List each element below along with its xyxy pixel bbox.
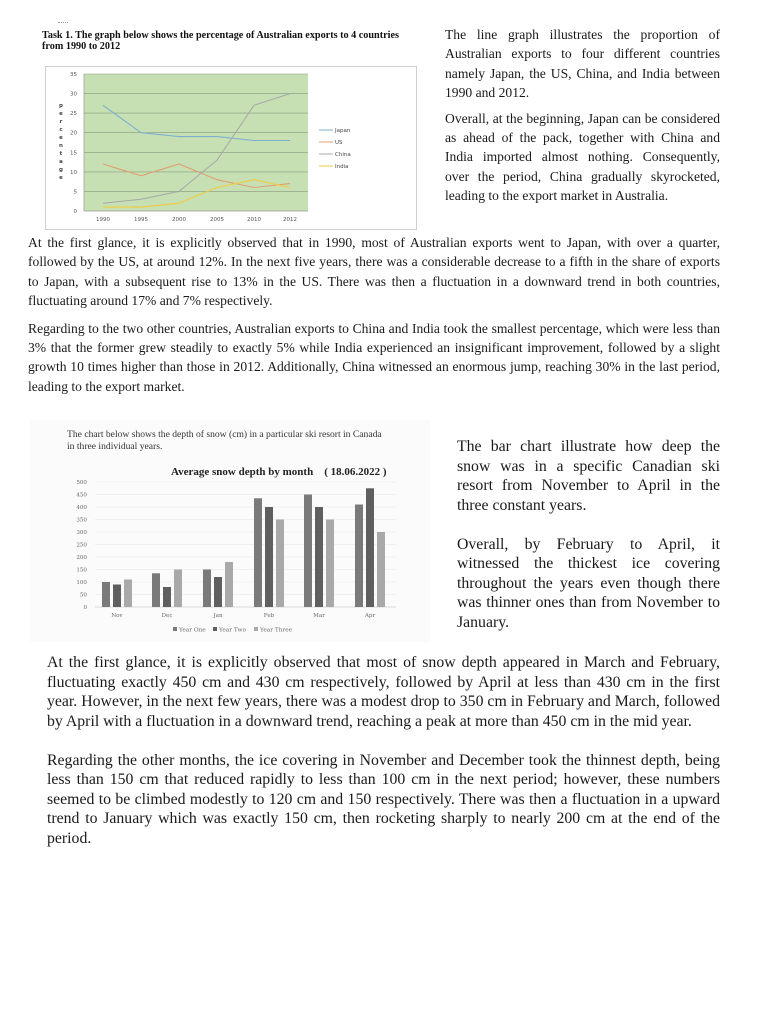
bars-mar [304, 495, 334, 608]
task1-title-line2: from 1990 to 2012 [42, 41, 121, 52]
x-axis-ticks [96, 217, 297, 223]
svg-text:5: 5 [73, 189, 77, 196]
svg-text:Year One: Year One [179, 627, 206, 634]
task1-figure [30, 22, 430, 232]
task1-title [42, 30, 432, 52]
bar-chart-legend [173, 627, 293, 634]
svg-text:p: p [59, 103, 63, 109]
svg-text:n: n [59, 143, 63, 149]
svg-text:Nov: Nov [111, 613, 123, 619]
svg-text:2000: 2000 [172, 217, 186, 223]
section2-body-paragraph-1: At the first glance, it is explicitly observed that most of snow depth appeared in March and February, fluctuating exactly 450 cm and 430 cm respectively, followed by April at less than 430 cm in the first year. However, in the next few years, there was a modest drop to 350 cm in February and March, followed by April with a fluctuation in a downward trend, reaching a peak at more than 450 cm in the mid year. [47, 654, 720, 730]
bar-chart-caption-line2: in three individual years. [67, 441, 163, 452]
task2-figure [30, 420, 430, 642]
svg-text:2010: 2010 [247, 217, 261, 223]
section1-intro-paragraph-2: Overall, at the beginning, Japan can be considered as ahead of the pack, together with China and India imported almost nothing. Consequently, over the period, China gradually skyrocketed, leading to the export market in Australia. [445, 110, 720, 204]
svg-text:100: 100 [76, 580, 87, 586]
y-axis-label [59, 103, 63, 181]
section2-body-paragraph-2: Regarding the other months, the ice covering in November and December took the thinnest depth, being less than 150 cm that reduced rapidly to less than 100 cm in the next period; however, these numbers seemed to be climbed modestly to 120 cm and 150 respectively. There was then a fluctuation in a upward trend to January which was exactly 150 cm, then rocketing sharply to nearly 200 cm at the end of the period. [47, 751, 720, 847]
svg-text:50: 50 [79, 592, 87, 599]
svg-text:Dec: Dec [161, 613, 173, 619]
svg-text:Apr: Apr [364, 613, 376, 619]
svg-text:400: 400 [76, 505, 87, 511]
section1-body-paragraph-2: Regarding to the two other countries, Australian exports to China and India took the smallest percentage, which were less than 3% that the former grew steadily to exactly 5% while India experienced an insignificant improvement, followed by a slight growth 10 times higher than those in 2012. Additionally, China witnessed an enormous jump, reaching 30% in the last period, leading to the export market. [28, 320, 720, 394]
bars-nov [102, 580, 132, 608]
line-chart-legend [319, 128, 351, 170]
svg-text:250: 250 [76, 542, 87, 549]
line-chart [45, 66, 417, 230]
svg-text:India: India [335, 164, 349, 170]
bar-chart-caption-line1: The chart below shows the depth of snow (cm) in a particular ski resort in Canada [67, 429, 382, 440]
y-axis-ticks [70, 72, 78, 215]
bar-gridlines [95, 482, 396, 595]
svg-text:e: e [59, 175, 63, 181]
svg-text:35: 35 [70, 72, 77, 78]
section1-intro [445, 25, 720, 206]
bars-jan [203, 562, 233, 607]
svg-text:Year Two: Year Two [219, 627, 246, 634]
section1-intro-paragraph-1: The line graph illustrates the proportion of Australian exports to four different countries namely Japan, the US, China, and India between 1990 and 2012. [445, 27, 720, 101]
svg-text:25: 25 [70, 111, 77, 118]
svg-text:e: e [59, 111, 63, 117]
bar-y-axis-ticks [76, 480, 87, 611]
section1-body-paragraph-1: At the first glance, it is explicitly observed that in 1990, most of Australian exports went to Japan, with over a quarter, followed by the US, at around 12%. In the next five years, there was a considerable decrease to a fifth in the share of exports to Japan, with a subsequent rise to 13% in the US. There was then a fluctuation in a downward trend in both countries, fluctuating around 17% and 7% respectively. [28, 235, 720, 309]
svg-text:10: 10 [70, 169, 77, 176]
bars-apr [355, 488, 385, 607]
svg-text:1995: 1995 [134, 217, 148, 223]
svg-text:China: China [335, 152, 351, 158]
svg-text:2005: 2005 [210, 217, 224, 223]
svg-text:500: 500 [76, 480, 87, 486]
svg-text:150: 150 [76, 567, 87, 574]
plot-area [84, 74, 308, 211]
svg-text:Feb: Feb [263, 613, 275, 619]
svg-text:350: 350 [76, 517, 87, 524]
bar-chart-title: Average snow depth by month ( 18.06.2022 ) [171, 466, 387, 478]
bar-chart-svg [30, 420, 430, 642]
line-chart-svg [46, 67, 416, 229]
svg-text:US: US [335, 140, 343, 146]
svg-text:c: c [59, 127, 63, 133]
svg-text:Mar: Mar [313, 613, 325, 619]
svg-text:1990: 1990 [96, 217, 110, 223]
bars-feb [254, 498, 284, 607]
svg-text:300: 300 [76, 530, 87, 536]
svg-text:450: 450 [76, 492, 87, 499]
task1-title-line1: Task 1. The graph below shows the percentage of Australian exports to 4 countries [42, 30, 399, 41]
svg-text:2012: 2012 [283, 217, 297, 223]
bars-dec [152, 570, 182, 608]
svg-text:30: 30 [70, 91, 77, 98]
bar-x-axis-ticks [111, 613, 375, 619]
svg-text:Jan: Jan [213, 613, 223, 619]
section2-intro-paragraph-1: The bar chart illustrate how deep the snow was in a specific Canadian ski resort from November to April in the three constant years. [457, 438, 720, 514]
svg-text:15: 15 [70, 150, 77, 157]
faint-marks [58, 22, 68, 25]
svg-text:200: 200 [76, 555, 87, 561]
section2-intro-paragraph-2: Overall, by February to April, it witnessed the thickest ice covering throughout the years even though there was thinner ones than from November to January. [457, 535, 720, 631]
svg-text:g: g [59, 167, 63, 173]
svg-text:0: 0 [83, 605, 87, 611]
svg-text:t: t [59, 151, 63, 157]
svg-text:a: a [59, 159, 63, 165]
svg-text:0: 0 [73, 209, 77, 215]
svg-text:Year Three: Year Three [260, 627, 293, 634]
svg-text:Japan: Japan [335, 128, 351, 134]
svg-text:r: r [59, 119, 63, 125]
svg-text:20: 20 [70, 130, 77, 137]
section2-intro [457, 437, 720, 632]
section2-body [47, 653, 720, 848]
section1-body [28, 233, 720, 396]
svg-text:e: e [59, 135, 63, 141]
